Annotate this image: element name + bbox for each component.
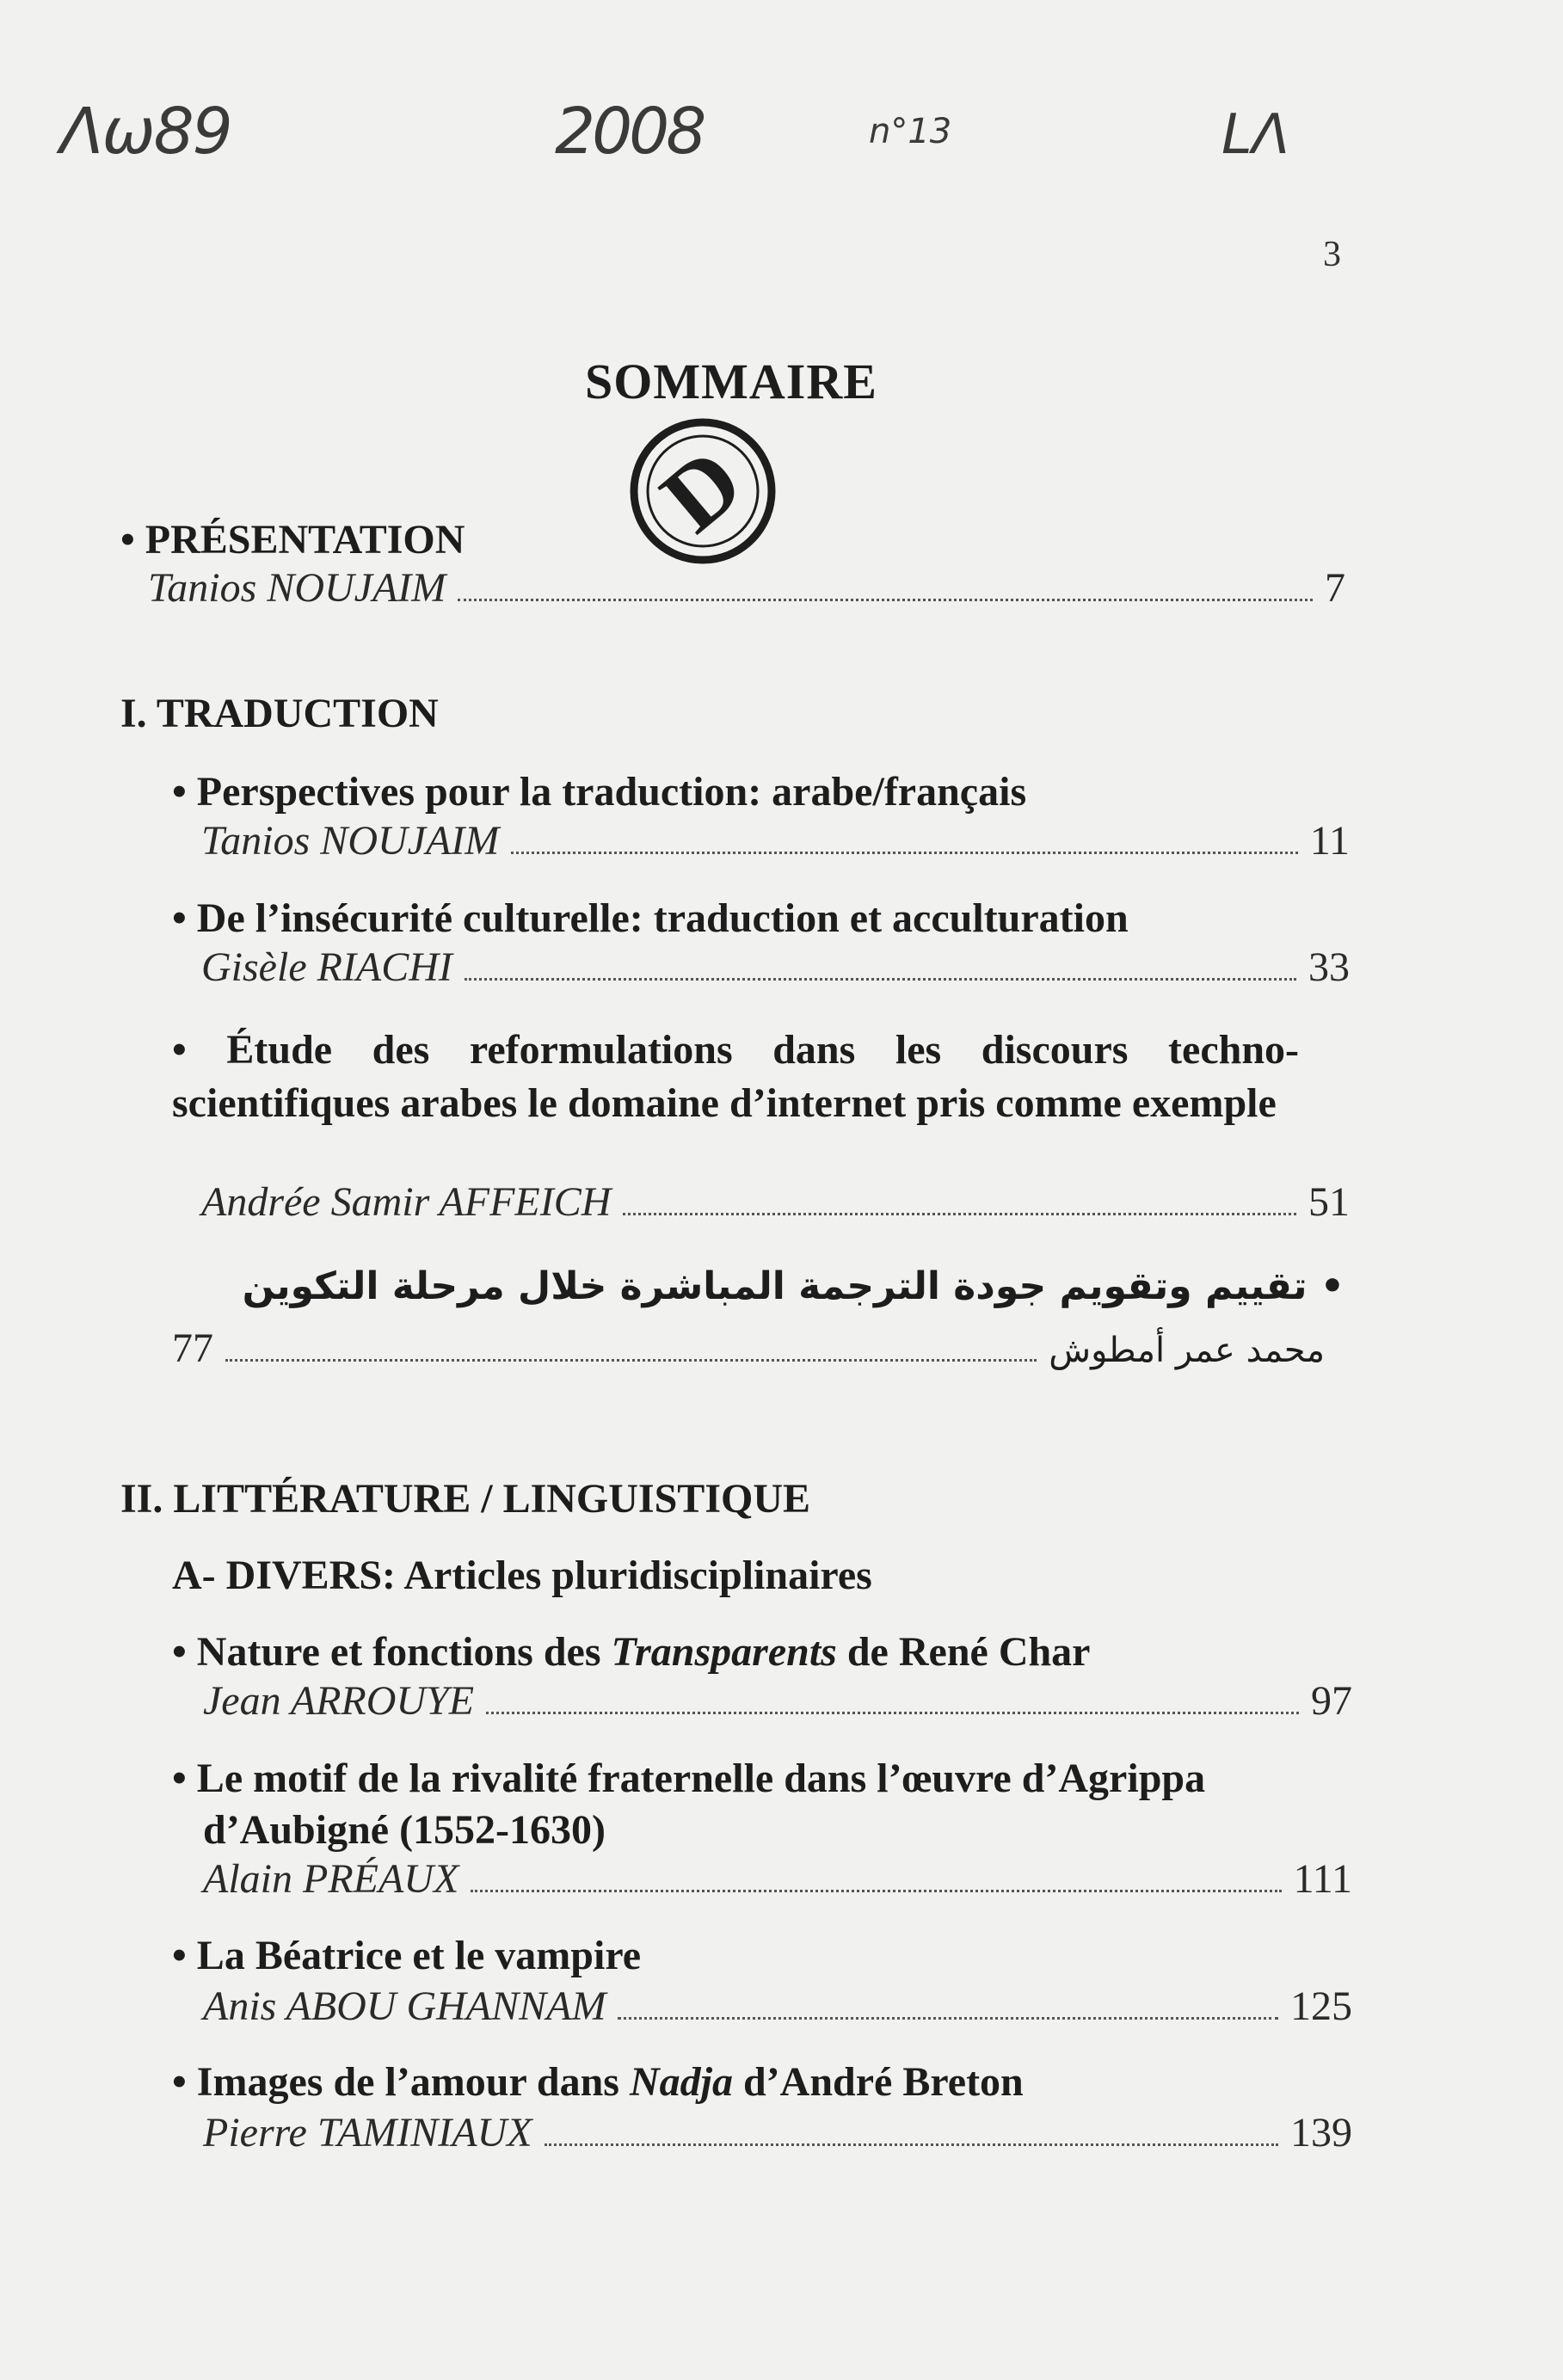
entry-page: 77 bbox=[172, 1325, 213, 1371]
subsection-heading: A- DIVERS: Articles pluridisciplinaires bbox=[172, 1553, 872, 1598]
title-emphasis: Nadja bbox=[629, 2059, 733, 2105]
leader-dots bbox=[471, 1890, 1281, 1892]
leader-dots bbox=[511, 852, 1298, 854]
leader-dots bbox=[225, 1359, 1037, 1362]
entry-title[interactable]: • La Béatrice et le vampire bbox=[172, 1933, 642, 1978]
section-heading-litterature: II. LITTÉRATURE / LINGUISTIQUE bbox=[120, 1476, 811, 1522]
title-emphasis: Transparents bbox=[611, 1629, 837, 1675]
presentation-heading: • PRÉSENTATION bbox=[120, 517, 465, 563]
presentation-entry[interactable] bbox=[148, 564, 1345, 612]
handwritten-note-number: n°13 bbox=[869, 112, 952, 151]
handwritten-note-year: 2008 bbox=[555, 95, 704, 169]
entry-page: 11 bbox=[1309, 818, 1350, 864]
entry-title[interactable]: • Images de l’amour dans Nadja d’André Breton bbox=[172, 2059, 1024, 2105]
entry-author: Pierre TAMINIAUX bbox=[203, 2110, 532, 2156]
arabic-entry-title[interactable]: • تقييم وتقويم جودة الترجمة المباشرة خلال مرحلة التكوين bbox=[242, 1264, 1345, 1308]
entry-title[interactable]: • Nature et fonctions des Transparents de René Char bbox=[172, 1629, 1091, 1675]
entry-page: 111 bbox=[1293, 1856, 1352, 1902]
entry-page: 33 bbox=[1308, 944, 1350, 990]
toc-entry bbox=[203, 1983, 1352, 2030]
leader-dots bbox=[458, 599, 1313, 601]
toc-entry bbox=[201, 1178, 1350, 1226]
entry-title[interactable]: • Perspectives pour la traduction: arabe/français bbox=[172, 769, 1027, 815]
entry-page: 139 bbox=[1290, 2110, 1352, 2156]
entry-author: Tanios NOUJAIM bbox=[148, 565, 446, 611]
library-stamp-icon bbox=[628, 416, 778, 567]
entry-page: 7 bbox=[1325, 565, 1345, 611]
entry-author: Gisèle RIACHI bbox=[201, 944, 452, 990]
toc-entry bbox=[201, 944, 1350, 991]
entry-author: Anis ABOU GHANNAM bbox=[203, 1983, 606, 2029]
arabic-toc-entry bbox=[172, 1325, 1325, 1372]
entry-author: Jean ARROUYE bbox=[203, 1678, 475, 1724]
entry-page: 97 bbox=[1311, 1678, 1352, 1724]
leader-dots bbox=[623, 1213, 1296, 1215]
section-heading-traduction: I. TRADUCTION bbox=[120, 691, 439, 736]
handwritten-note-right: LΛ bbox=[1221, 103, 1290, 167]
entry-page: 125 bbox=[1290, 1983, 1352, 2029]
entry-title-line2[interactable]: d’Aubigné (1552-1630) bbox=[203, 1807, 606, 1853]
entry-title[interactable]: • Étude des reformulations dans les discours techno-scientifiques arabes le domaine d’internet pris comme exemple bbox=[172, 1027, 1299, 1126]
entry-title-line1[interactable]: • Le motif de la rivalité fraternelle dans l’œuvre d’Agrippa bbox=[172, 1756, 1206, 1801]
toc-entry bbox=[203, 1677, 1352, 1725]
toc-entry bbox=[201, 817, 1350, 864]
toc-entry bbox=[203, 1855, 1352, 1903]
leader-dots bbox=[545, 2143, 1278, 2146]
leader-dots bbox=[486, 1712, 1299, 1714]
page-title: SOMMAIRE bbox=[585, 354, 877, 409]
handwritten-note-left: Λω89 bbox=[60, 95, 231, 169]
entry-author: Tanios NOUJAIM bbox=[201, 818, 500, 864]
leader-dots bbox=[618, 2017, 1278, 2020]
entry-author: Andrée Samir AFFEICH bbox=[201, 1179, 612, 1225]
entry-page: 51 bbox=[1308, 1179, 1350, 1225]
stamp-letter: D bbox=[642, 427, 762, 552]
entry-author: محمد عمر أمطوش bbox=[1049, 1331, 1325, 1370]
toc-entry bbox=[203, 2109, 1352, 2156]
entry-title[interactable]: • De l’insécurité culturelle: traduction et acculturation bbox=[172, 895, 1129, 941]
entry-author: Alain PRÉAUX bbox=[203, 1856, 459, 1902]
leader-dots bbox=[465, 978, 1296, 981]
page-number: 3 bbox=[1323, 235, 1341, 274]
